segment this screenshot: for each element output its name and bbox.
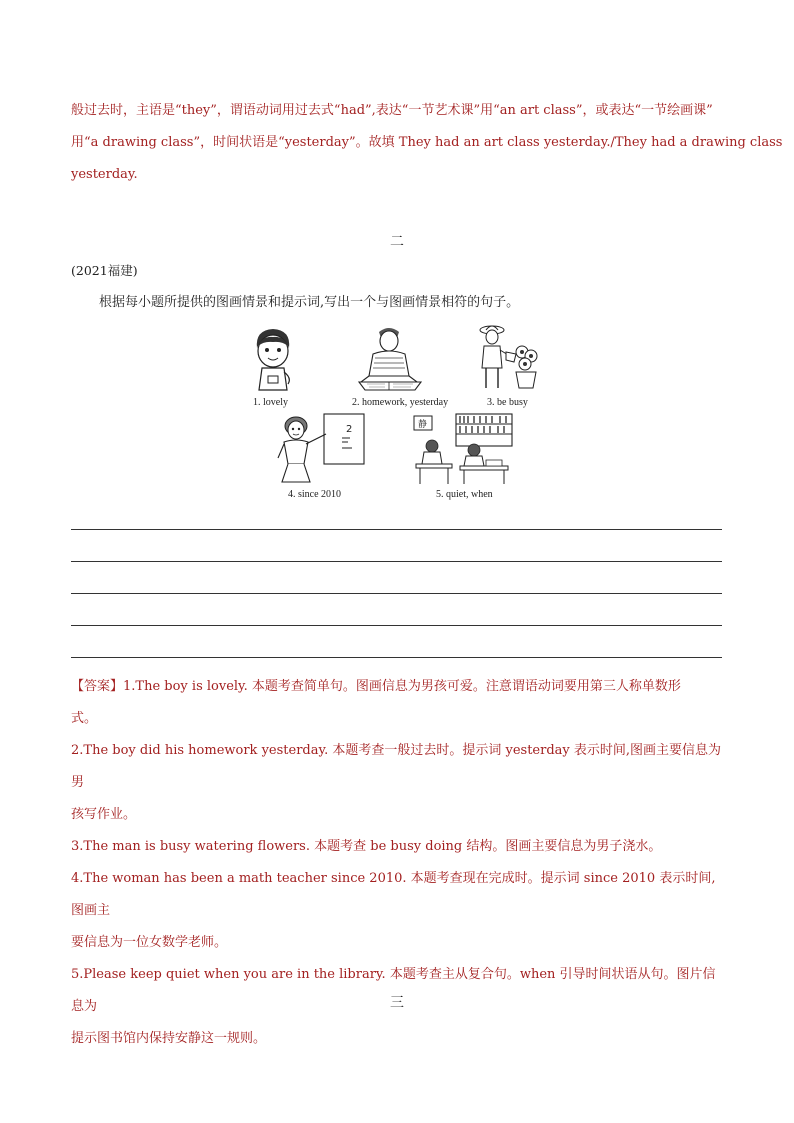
- answer-line-text-1: 【答案】1.The boy is lovely. 本题考查简单句。图画信息为男孩可爱。注意谓语动词要用第三人称单数形: [71, 679, 681, 694]
- answer-line-5[interactable]: [71, 657, 722, 658]
- answer-line-4[interactable]: [71, 625, 722, 626]
- library-illustration: [412, 412, 516, 486]
- teacher-illustration: [274, 412, 366, 484]
- question-source: (2021福建): [71, 263, 138, 278]
- answer-line-text-2: 式。: [71, 711, 98, 726]
- answer-line-text-7: 要信息为一位女数学老师。: [71, 935, 228, 950]
- explanation-line-2: 用“a drawing class”，时间状语是“yesterday”。故填 They had an art class yesterday./They had a drawing class: [71, 135, 783, 150]
- caption-3: 3. be busy: [487, 397, 528, 408]
- explanation-line-3: yesterday.: [71, 167, 138, 182]
- answer-line-text-9: 提示图书馆内保持安静这一规则。: [71, 1031, 267, 1046]
- caption-5: 5. quiet, when: [436, 489, 493, 500]
- caption-2: 2. homework, yesterday: [352, 397, 449, 408]
- answer-line-text-6: 4.The woman has been a math teacher since 2010. 本题考查现在完成时。提示词 since 2010 表示时间,图画主: [71, 871, 716, 918]
- caption-4: 4. since 2010: [288, 489, 342, 500]
- boy-illustration: [248, 324, 298, 394]
- section-three-mark: 三: [390, 995, 404, 1011]
- question-instruction: 根据每小题所提供的图画情景和提示词,写出一个与图画情景相符的句子。: [99, 295, 520, 310]
- answer-line-text-4: 孩写作业。: [71, 807, 137, 822]
- explanation-line-1: 般过去时，主语是“they”，谓语动词用过去式“had”,表达“一节艺术课”用“an art class”，或表达“一节绘画课”: [71, 103, 713, 118]
- answer-line-2[interactable]: [71, 561, 722, 562]
- gardener-illustration: [478, 322, 540, 394]
- answer-line-3[interactable]: [71, 593, 722, 594]
- answer-line-text-3: 2.The boy did his homework yesterday. 本题考查一般过去时。提示词 yesterday 表示时间,图画主要信息为男: [71, 743, 722, 790]
- quiet-sign-text: 静: [418, 420, 428, 430]
- board-text: 2: [346, 424, 353, 435]
- answer-label: 【答案】: [71, 679, 124, 694]
- answer-line-1[interactable]: [71, 529, 722, 530]
- picture-prompts: [240, 322, 540, 507]
- section-two-mark: 二: [390, 234, 404, 250]
- answer-line-text-8: 5.Please keep quiet when you are in the library. 本题考查主从复合句。when 引导时间状语从句。图片信息为: [71, 967, 716, 1014]
- homework-illustration: [355, 324, 425, 394]
- caption-1: 1. lovely: [253, 397, 288, 408]
- answer-line-text-5: 3.The man is busy watering flowers. 本题考查 be busy doing 结构。图画主要信息为男子浇水。: [71, 839, 662, 854]
